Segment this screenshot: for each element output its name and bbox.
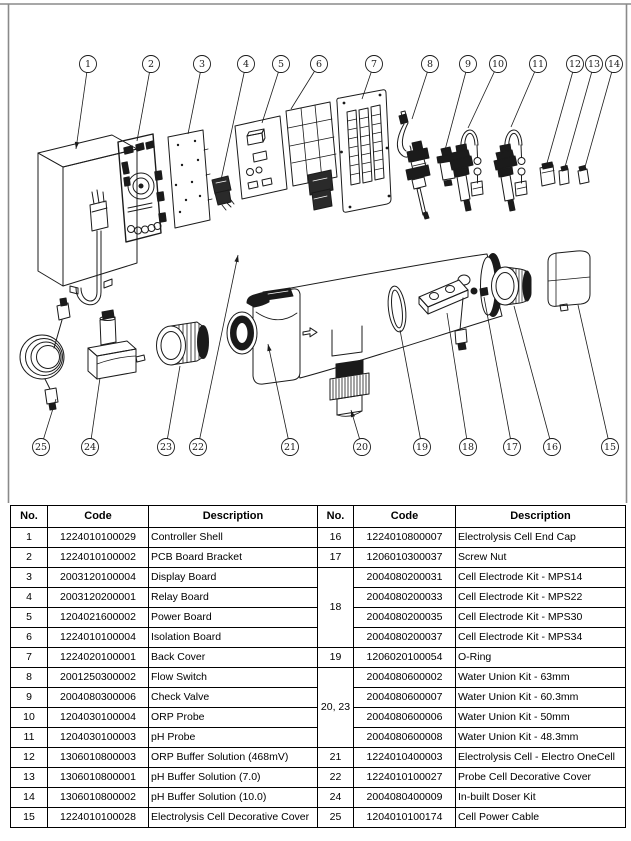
cell-code: 1224010100004 (48, 628, 149, 648)
cell-code: 2004080600008 (354, 728, 456, 748)
callout-number: 17 (505, 442, 519, 454)
table-row (11, 528, 626, 548)
leader-line (445, 64, 468, 150)
callout-number: 1 (84, 59, 92, 71)
cell-code: 1204030100004 (48, 708, 149, 728)
callout-number: 9 (464, 59, 472, 71)
cell-code: 1206010300037 (354, 548, 456, 568)
callout-number: 16 (545, 442, 559, 454)
cell-no: 3 (11, 568, 48, 588)
header-no: No. (318, 506, 354, 528)
part-cell-end-cap (492, 267, 532, 305)
cell-description: Electrolysis Cell End Cap (456, 528, 626, 548)
cell-description: Display Board (149, 568, 318, 588)
cell-code: 2004080400009 (354, 788, 456, 808)
part-isolation-board (286, 102, 337, 210)
leader-line (547, 64, 575, 163)
cell-code: 1204010100174 (354, 808, 456, 828)
cell-no: 14 (11, 788, 48, 808)
leader-line (578, 305, 610, 447)
header-no: No. (11, 506, 48, 528)
cell-no: 5 (11, 608, 48, 628)
leader-line (221, 64, 246, 180)
callout-number: 8 (426, 59, 434, 71)
part-ph10-buffer-bottle (578, 166, 589, 185)
callout-number: 15 (603, 442, 617, 454)
cell-description: ORP Buffer Solution (468mV) (149, 748, 318, 768)
table-row (11, 808, 626, 828)
cell-code: 1224010800007 (354, 528, 456, 548)
page-frame (0, 4, 631, 503)
callout-number: 2 (147, 59, 155, 71)
cell-description: Water Union Kit - 63mm (456, 668, 626, 688)
table-row (11, 548, 626, 568)
cell-no: 9 (11, 688, 48, 708)
cell-code: 1204030100003 (48, 728, 149, 748)
callout-number: 23 (159, 442, 173, 454)
cell-code: 1204021600002 (48, 608, 149, 628)
cell-description: pH Buffer Solution (7.0) (149, 768, 318, 788)
cell-description: Water Union Kit - 50mm (456, 708, 626, 728)
part-controller-shell (38, 135, 137, 305)
cell-no: 1 (11, 528, 48, 548)
cell-no: 13 (11, 768, 48, 788)
leader-line (166, 366, 180, 447)
part-water-union-nut (157, 322, 209, 365)
cell-description: Back Cover (149, 648, 318, 668)
part-relay-board (212, 176, 234, 210)
part-doser-kit (88, 310, 145, 379)
part-cell-power-cable (20, 298, 70, 410)
cell-no: 22 (318, 768, 354, 788)
cell-description: pH Buffer Solution (10.0) (149, 788, 318, 808)
leader-arrowhead (75, 142, 79, 149)
leader-line (447, 313, 468, 447)
cell-description: Cell Electrode Kit - MPS34 (456, 628, 626, 648)
cell-code: 1206020100054 (354, 648, 456, 668)
leader-line (90, 378, 100, 447)
cell-description: Controller Shell (149, 528, 318, 548)
part-flow-switch (397, 111, 430, 219)
cell-description: Screw Nut (456, 548, 626, 568)
callout-number: 7 (370, 59, 378, 71)
callout-number: 19 (415, 442, 429, 454)
part-back-cover (337, 90, 391, 212)
cell-code: 2004080600007 (354, 688, 456, 708)
part-display-board (168, 130, 212, 228)
leader-arrowhead (351, 410, 355, 417)
header-description: Description (456, 506, 626, 528)
cell-code: 1306010800001 (48, 768, 149, 788)
cell-description: Cell Electrode Kit - MPS22 (456, 588, 626, 608)
cell-no: 21 (318, 748, 354, 768)
cell-description: Isolation Board (149, 628, 318, 648)
leader-line (514, 306, 552, 447)
cell-description: Power Board (149, 608, 318, 628)
cell-code: 2004080200035 (354, 608, 456, 628)
leader-line (511, 64, 538, 127)
cell-code: 2004080200033 (354, 588, 456, 608)
cell-no: 7 (11, 648, 48, 668)
cell-code: 1224010100028 (48, 808, 149, 828)
cell-no: 11 (11, 728, 48, 748)
part-water-union (330, 360, 369, 416)
cell-description: Flow Switch (149, 668, 318, 688)
callout-number: 11 (531, 59, 545, 71)
cell-no: 25 (318, 808, 354, 828)
callout-number: 10 (491, 59, 505, 71)
leader-arrowhead (234, 255, 238, 262)
table-row (11, 568, 626, 588)
table-row (11, 768, 626, 788)
cell-no: 10 (11, 708, 48, 728)
cell-no: 12 (11, 748, 48, 768)
part-orp-buffer-bottle (540, 162, 555, 186)
callout-number: 22 (191, 442, 205, 454)
header-code: Code (48, 506, 149, 528)
cell-code: 1224010100029 (48, 528, 149, 548)
cell-description: Cell Power Cable (456, 808, 626, 828)
callout-number: 4 (242, 59, 250, 71)
cell-code: 2001250300002 (48, 668, 149, 688)
table-row (11, 668, 626, 688)
cell-no: 17 (318, 548, 354, 568)
cell-no: 18 (318, 568, 354, 648)
part-power-board (235, 116, 287, 199)
leader-line (468, 64, 498, 128)
callout-number: 25 (34, 442, 48, 454)
cell-description: Probe Cell Decorative Cover (456, 768, 626, 788)
table-row (11, 788, 626, 808)
cell-description: Cell Electrode Kit - MPS14 (456, 568, 626, 588)
callout-number: 20 (355, 442, 369, 454)
cell-description: PCB Board Bracket (149, 548, 318, 568)
leader-line (137, 64, 151, 141)
cell-code: 1224010400003 (354, 748, 456, 768)
header-code: Code (354, 506, 456, 528)
callout-number: 12 (568, 59, 582, 71)
cell-code: 1306010800002 (48, 788, 149, 808)
cell-no: 20, 23 (318, 668, 354, 748)
cell-description: ORP Probe (149, 708, 318, 728)
cell-code: 2004080600002 (354, 668, 456, 688)
callout-number: 13 (587, 59, 601, 71)
cell-code: 2003120100004 (48, 568, 149, 588)
leader-line (262, 64, 281, 123)
cell-description: Water Union Kit - 60.3mm (456, 688, 626, 708)
leader-line (400, 330, 422, 447)
cell-code: 1306010800003 (48, 748, 149, 768)
callout-number: 5 (277, 59, 285, 71)
part-ph-probe (494, 130, 527, 211)
leader-line (76, 64, 88, 149)
cell-no: 24 (318, 788, 354, 808)
callout-number: 18 (461, 442, 475, 454)
cell-code: 2004080200037 (354, 628, 456, 648)
cell-description: Electrolysis Cell - Electro OneCell (456, 748, 626, 768)
cell-no: 16 (318, 528, 354, 548)
part-orp-probe (450, 130, 483, 211)
table-header-row (11, 506, 626, 528)
cell-code: 1224010100027 (354, 768, 456, 788)
cell-description: pH Probe (149, 728, 318, 748)
callout-number: 24 (83, 442, 97, 454)
cell-code: 2004080300006 (48, 688, 149, 708)
cell-no: 4 (11, 588, 48, 608)
cell-no: 15 (11, 808, 48, 828)
parts-table (10, 505, 626, 828)
callout-number: 6 (315, 59, 323, 71)
table-row (11, 648, 626, 668)
cell-description: Check Valve (149, 688, 318, 708)
table-row (11, 748, 626, 768)
leader-line (484, 297, 512, 447)
part-ph7-buffer-bottle (559, 166, 569, 186)
cell-code: 2004080600006 (354, 708, 456, 728)
cell-description: Electrolysis Cell Decorative Cover (149, 808, 318, 828)
callout-number: 21 (283, 442, 297, 454)
cell-no: 6 (11, 628, 48, 648)
cell-code: 1224010100002 (48, 548, 149, 568)
cell-no: 2 (11, 548, 48, 568)
cell-code: 1224020100001 (48, 648, 149, 668)
cell-description: O-Ring (456, 648, 626, 668)
callout-balloons (33, 56, 623, 456)
cell-description: Water Union Kit - 48.3mm (456, 728, 626, 748)
cell-no: 19 (318, 648, 354, 668)
cell-code: 2003120200001 (48, 588, 149, 608)
header-description: Description (149, 506, 318, 528)
leader-line (188, 64, 202, 134)
part-cell-decorative-cover (548, 251, 590, 311)
callout-number: 3 (198, 59, 206, 71)
cell-description: Relay Board (149, 588, 318, 608)
callout-number: 14 (607, 59, 621, 71)
cell-description: Cell Electrode Kit - MPS30 (456, 608, 626, 628)
cell-no: 8 (11, 668, 48, 688)
part-pcb-board-bracket (118, 134, 166, 242)
cell-description: In-built Doser Kit (456, 788, 626, 808)
cell-code: 2004080200031 (354, 568, 456, 588)
